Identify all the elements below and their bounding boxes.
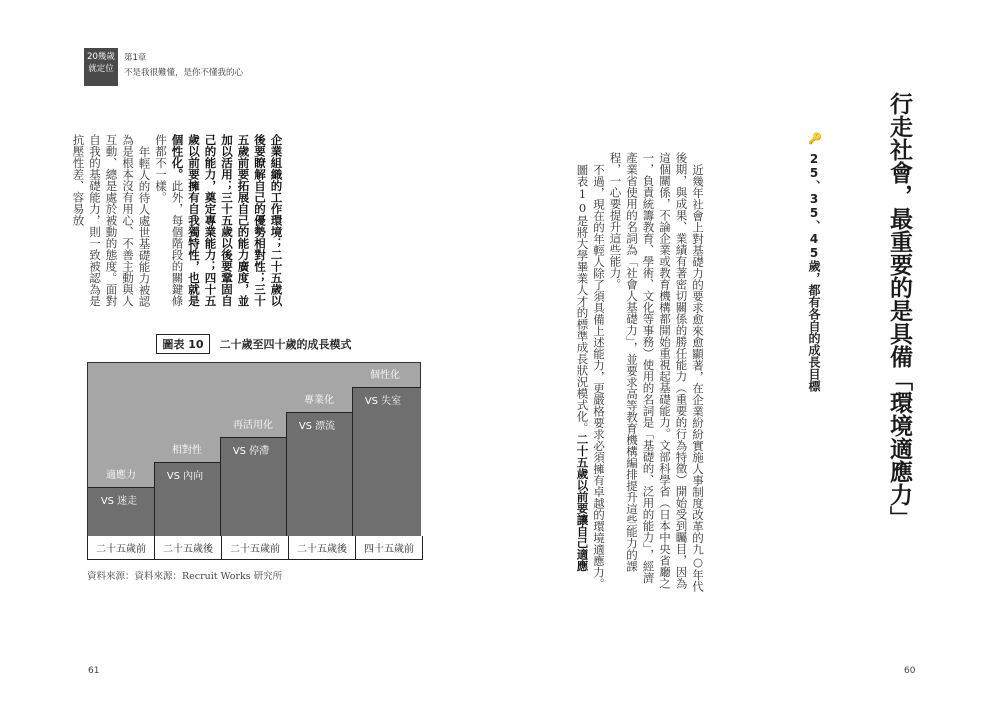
paragraph: 圖表10是將大學畢業人才的標準成長狀況模式化。二十五歲以前要讓自己適應 <box>575 163 590 571</box>
page-number-right: 60 <box>904 666 916 676</box>
chapter-title: 不是我很難懂，是你不懂我的心 <box>124 68 244 78</box>
paragraph: 不過，現在的年輕人除了須具備上述能力，更嚴格要求必須擁有卓越的環境適應力。 <box>592 163 606 589</box>
staircase-chart <box>87 362 421 536</box>
axis-cell: 二十五歲後 <box>289 536 356 559</box>
paragraph: 企業組織的工作環境；二十五歲以後要瞭解自己的優勢相對性；三十五歲前要拓展自己的能力廣度，並加以活用；三十五歲以後要鞏固自己的能力，奠定專業能力；四十五歲以前要擁有自我獨特性，也就是個性化。此外，每個階段的關鍵條件都不一樣。 <box>154 134 284 307</box>
right-body-text <box>574 152 706 592</box>
section-badge: 20幾歲 就定位 <box>84 48 118 86</box>
page-number-left: 61 <box>88 666 100 676</box>
step-5 <box>352 387 421 536</box>
chapter-number: 第1章 <box>124 53 147 63</box>
chapter-header <box>124 51 243 81</box>
age-axis <box>87 536 423 560</box>
risk-label: VS 失室 <box>364 396 402 407</box>
axis-cell: 二十五歲前 <box>222 536 289 559</box>
figure-10 <box>87 334 421 582</box>
axis-cell: 二十五歲後 <box>155 536 222 559</box>
axis-cell: 四十五歲前 <box>364 544 414 555</box>
figure-source: 資料來源：資料來源：Recruit Works 研究所 <box>87 571 283 582</box>
paragraph: 年輕人的待人處世基礎能力被認為是根本沒有用心、不善主動與人互動、總是處於被動的態度。面對自我的基礎能力，則一致被認為是抗壓性差、容易放 <box>71 134 152 307</box>
risk-label: VS 迷走 <box>100 496 138 507</box>
page-title: 行走社會，最重要的是具備「環境適應力」 <box>886 92 913 529</box>
goal-label: 再活用化 <box>233 420 273 431</box>
section-subhead: 25、35、45歲，都有各自的成長目標 <box>807 152 821 392</box>
risk-label: VS 漂流 <box>298 421 336 432</box>
goal-label: 個性化 <box>370 370 400 381</box>
risk-label: VS 停滯 <box>232 446 270 457</box>
axis-cell: 二十五歲前 <box>88 536 155 559</box>
goal-label: 適應力 <box>106 470 136 481</box>
paragraph: 近幾年社會上對基礎力的要求愈來愈顯著，在企業紛紛實施人事制度改革的九○年代後期，與成果、業績有著密切關係的勝任能力（重要的行為特徵）開始受到矚目，因為這個關係，不論企業或教育機構都開始重視起基礎能力。文部科學省（日本中央省廳之一，負責統籌教育、學術、文化等事務）使用的名詞是「基礎的、泛用的能力」，經濟產業省使用的名詞為「社會人基礎力」，並要求高等教育機構編排提升這些能力的課程，一心要提升這些能力。 <box>608 152 705 592</box>
risk-label: VS 內向 <box>166 471 204 482</box>
goal-label: 相對性 <box>172 445 202 456</box>
goal-label: 專業化 <box>304 395 334 406</box>
left-body-text <box>70 134 285 314</box>
figure-number: 圖表 10 <box>156 334 209 354</box>
key-icon: 🔑 <box>808 132 822 145</box>
figure-title: 圖表 10 二十歲至四十歲的成長模式 <box>87 334 421 354</box>
